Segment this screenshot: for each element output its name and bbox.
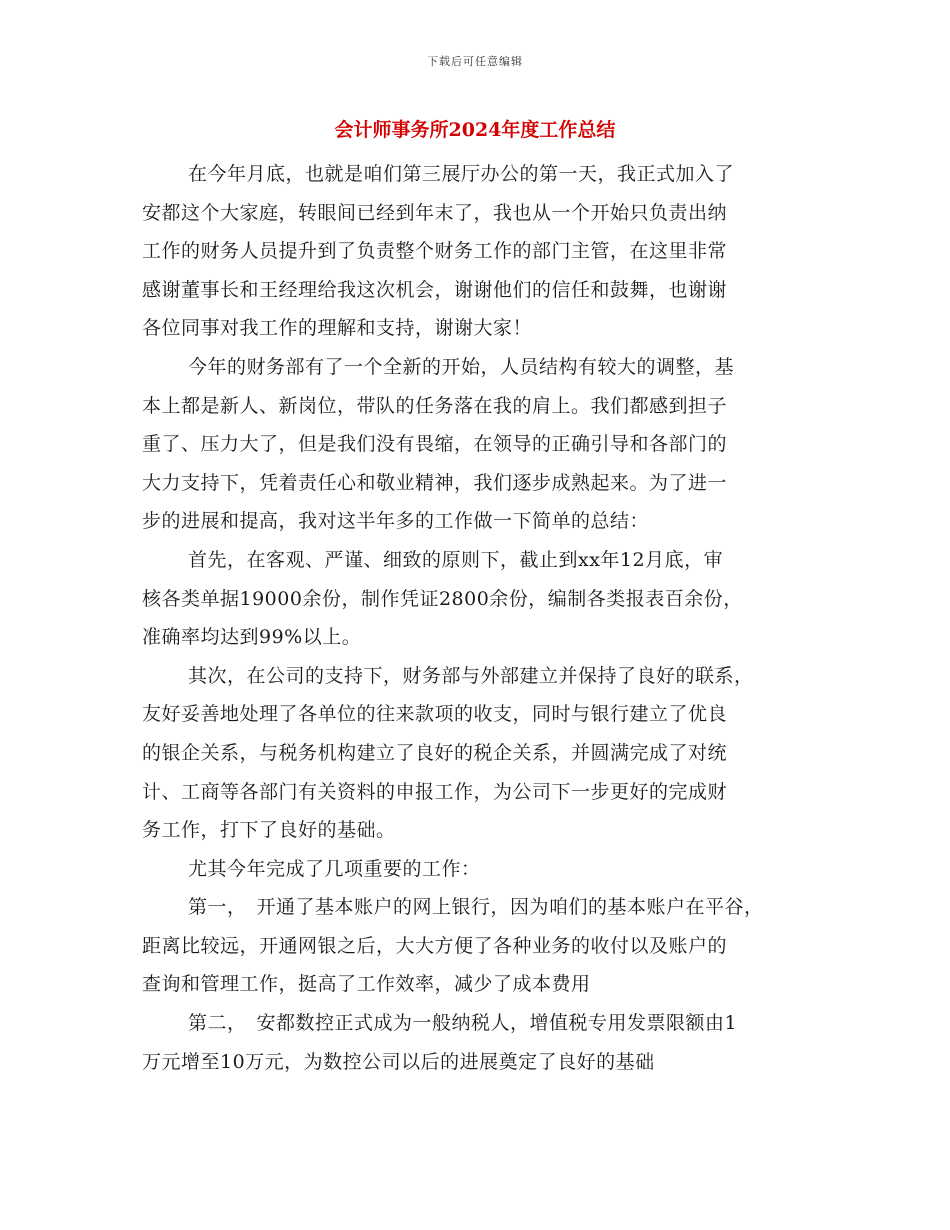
text-line: 第二， 安都数控正式成为一般纳税人，增值税专用发票限额由1 [188,1012,738,1035]
text-line: 大力支持下，凭着责任心和敬业精神，我们逐步成熟起来。为了进一 [142,471,728,494]
text-line: 各位同事对我工作的理解和支持，谢谢大家！ [142,317,533,340]
text-line: 万元增至10万元，为数控公司以后的进展奠定了良好的基础 [142,1050,655,1073]
text-line: 步的进展和提高，我对这半年多的工作做一下简单的总结： [142,510,650,533]
text-line: 距离比较远，开通网银之后，大大方便了各种业务的收付以及账户的 [142,934,728,957]
document-body [142,155,822,1081]
text-line: 重了、压力大了，但是我们没有畏缩，在领导的正确引导和各部门的 [142,433,728,456]
text-line: 尤其今年完成了几项重要的工作： [188,857,481,880]
text-line: 友好妥善地处理了各单位的往来款项的收支，同时与银行建立了优良 [142,703,728,726]
text-line: 第一， 开通了基本账户的网上银行，因为咱们的基本账户在平谷， [188,896,764,919]
text-line: 安都这个大家庭，转眼间已经到年末了，我也从一个开始只负责出纳 [142,201,728,224]
text-line: 的银企关系，与税务机构建立了良好的税企关系，并圆满完成了对统 [142,741,728,764]
text-line: 其次，在公司的支持下，财务部与外部建立并保持了良好的联系， [188,664,754,687]
text-line: 核各类单据19000余份，制作凭证2800余份，编制各类报表百余份， [142,587,743,610]
text-line: 计、工商等各部门有关资料的申报工作，为公司下一步更好的完成财 [142,780,728,803]
text-line: 工作的财务人员提升到了负责整个财务工作的部门主管，在这里非常 [142,240,728,263]
page-header: 下载后可任意编辑 [427,55,523,68]
text-line: 感谢董事长和王经理给我这次机会，谢谢他们的信任和鼓舞，也谢谢 [142,278,728,301]
text-line: 查询和管理工作，挺高了工作效率，减少了成本费用 [142,973,591,996]
text-line: 本上都是新人、新岗位，带队的任务落在我的肩上。我们都感到担子 [142,394,728,417]
text-line: 今年的财务部有了一个全新的开始，人员结构有较大的调整，基 [188,355,735,378]
text-line: 在今年月底，也就是咱们第三展厅办公的第一天，我正式加入了 [188,163,735,185]
document-title: 会计师事务所2024年度工作总结 [334,119,616,141]
text-line: 首先，在客观、严谨、细致的原则下，截止到xx年12月底，审 [188,548,724,571]
text-line: 务工作，打下了良好的基础。 [142,819,396,842]
text-line: 准确率均达到99%以上。 [142,626,362,649]
